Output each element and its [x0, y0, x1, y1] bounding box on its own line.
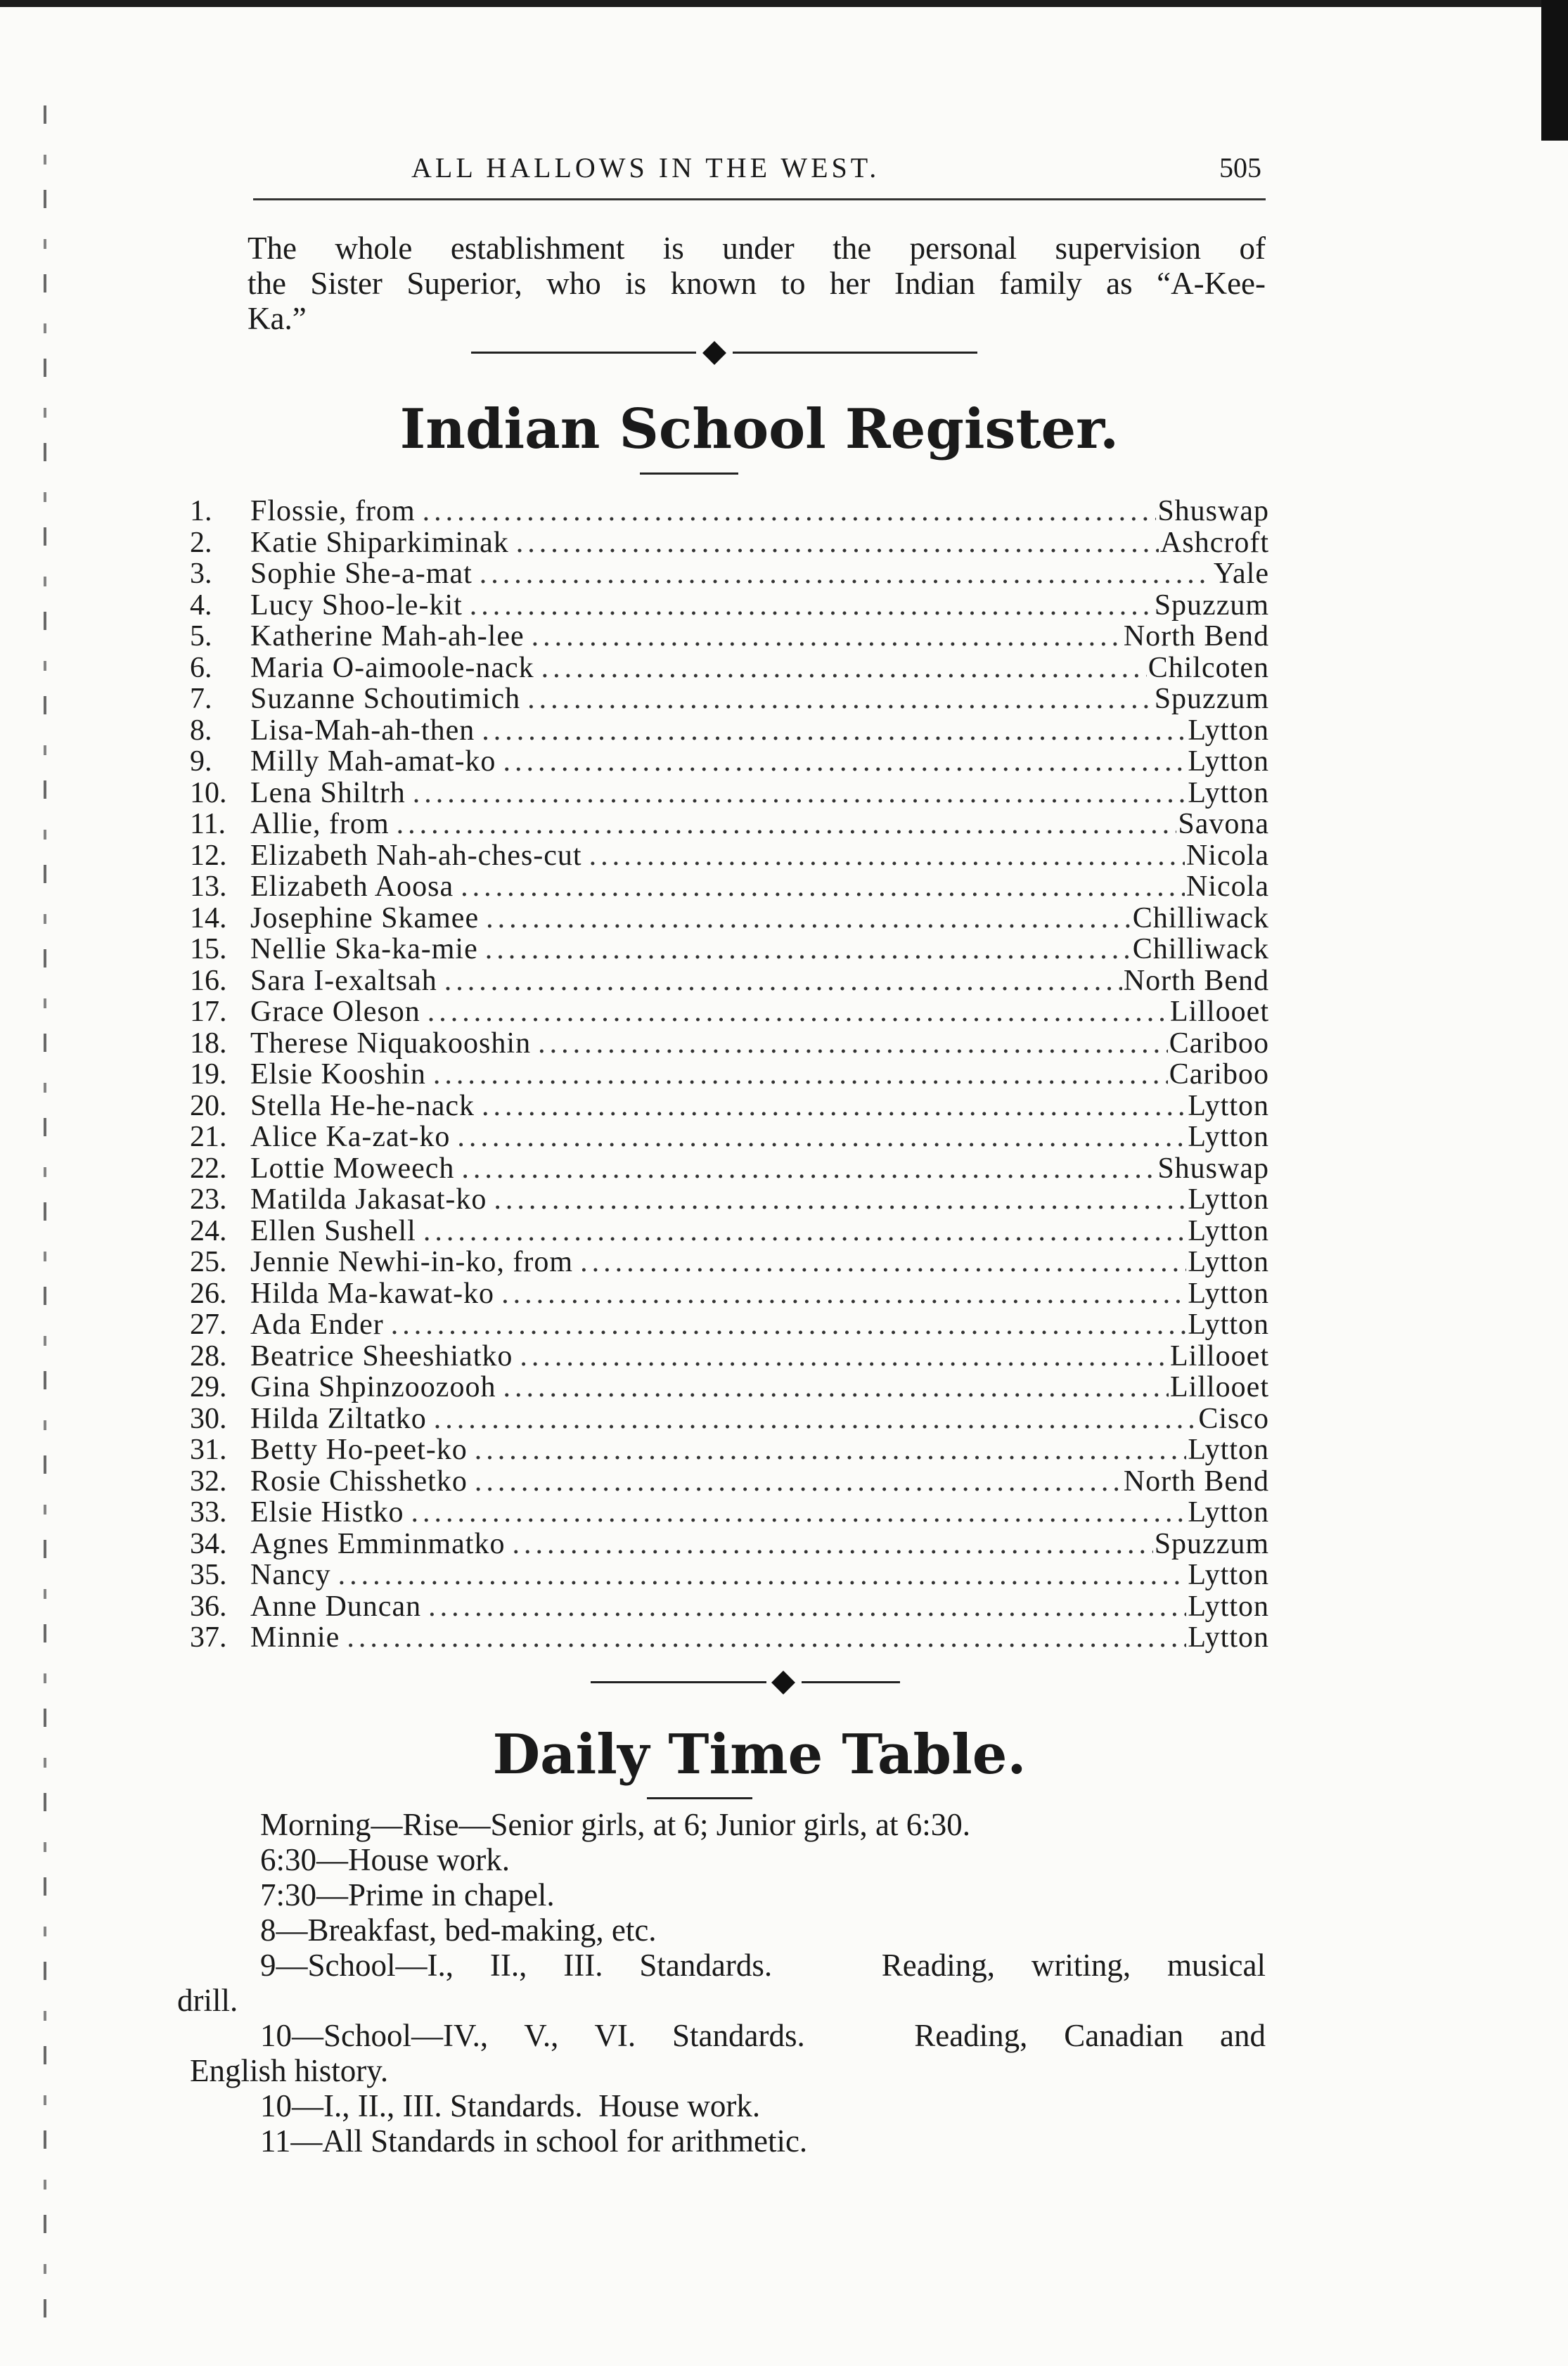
register-name: Nellie Ska-ka-mie [250, 933, 478, 965]
dot-leader [538, 1028, 1168, 1059]
register-entry [250, 1309, 1269, 1340]
register-place: Lillooet [1170, 1371, 1269, 1403]
register-number: 24. [190, 1214, 227, 1247]
register-place: Chilliwack [1132, 901, 1269, 934]
dot-leader [397, 809, 1177, 840]
register-name: Flossie, from [250, 495, 416, 527]
register-row [190, 1278, 1269, 1310]
register-number: 21. [190, 1121, 227, 1153]
dot-leader [485, 934, 1131, 965]
dot-leader [457, 1121, 1186, 1152]
running-head-title: ALL HALLOWS IN THE WEST. [411, 152, 880, 184]
register-row [190, 1247, 1269, 1278]
register-row [190, 558, 1269, 590]
register-entry [250, 590, 1269, 621]
dot-leader [461, 871, 1185, 902]
dot-leader [503, 746, 1186, 777]
register-row [190, 840, 1269, 872]
dot-leader [494, 1184, 1186, 1215]
register-name: Lena Shiltrh [250, 776, 406, 809]
register-row [190, 1466, 1269, 1498]
dot-leader [475, 1466, 1122, 1497]
register-number: 27. [190, 1309, 227, 1341]
register-number: 26. [190, 1277, 227, 1310]
dot-leader [480, 558, 1212, 589]
register-place: Chilcoten [1148, 651, 1269, 684]
register-place: Lytton [1188, 1496, 1269, 1529]
timetable-body [177, 1807, 1266, 2159]
register-row [190, 1059, 1269, 1091]
register-name: Lottie Moweech [250, 1152, 455, 1185]
register-number: 22. [190, 1152, 227, 1185]
register-place: Lytton [1188, 776, 1269, 809]
register-number: 7. [190, 683, 212, 715]
register-row [190, 1372, 1269, 1403]
scan-right-edge [1541, 0, 1568, 141]
timetable-line: 11—All Standards in school for arithmetic. [260, 2123, 808, 2159]
dot-leader [501, 1278, 1186, 1309]
dot-leader [532, 621, 1122, 652]
register-name: Katie Shiparkiminak [250, 526, 509, 559]
register-row [190, 1216, 1269, 1247]
register-heading: Indian School Register. [399, 397, 1119, 461]
timetable-line: 9—School—I., II., III. Standards. Reading, writing, musical [260, 1948, 1266, 1983]
register-place: Cariboo [1169, 1027, 1269, 1060]
register-name: Ada Ender [250, 1309, 384, 1341]
register-row [190, 621, 1269, 652]
register-number: 10. [190, 776, 227, 809]
dot-leader [512, 1529, 1152, 1560]
dot-leader [475, 1434, 1187, 1465]
register-number: 9. [190, 745, 212, 778]
register-entry [250, 840, 1269, 871]
register-place: Lytton [1188, 1621, 1269, 1654]
register-place: Yale [1213, 558, 1269, 590]
diamond-icon [771, 1671, 795, 1695]
dot-leader [589, 840, 1185, 871]
timetable-line: 6:30—House work. [260, 1842, 510, 1877]
register-entry [250, 1059, 1269, 1090]
register-name: Elsie Kooshin [250, 1058, 426, 1091]
register-row [190, 1622, 1269, 1654]
register-place: Lytton [1188, 745, 1269, 778]
register-row [190, 1434, 1269, 1466]
dot-leader [482, 715, 1186, 746]
register-place: Shuswap [1157, 495, 1269, 527]
register-number: 4. [190, 589, 212, 622]
register-row [190, 1121, 1269, 1153]
register-entry [250, 1434, 1269, 1465]
intro-line-3: Ka.” [248, 301, 307, 336]
register-name: Beatrice Sheeshiatko [250, 1339, 513, 1372]
register-place: North Bend [1123, 1465, 1269, 1498]
register-entry [250, 809, 1269, 840]
register-list [190, 496, 1269, 1654]
register-name: Rosie Chisshetko [250, 1465, 468, 1498]
register-entry [250, 746, 1269, 777]
register-place: Cariboo [1169, 1058, 1269, 1091]
dot-leader [423, 496, 1157, 527]
register-row [190, 903, 1269, 934]
dot-leader [338, 1560, 1187, 1590]
register-name: Matilda Jakasat-ko [250, 1183, 487, 1216]
register-name: Sophie She-a-mat [250, 558, 473, 590]
register-place: Spuzzum [1154, 589, 1269, 622]
register-number: 13. [190, 870, 227, 903]
register-number: 37. [190, 1621, 227, 1654]
register-place: North Bend [1123, 620, 1269, 652]
register-number: 28. [190, 1339, 227, 1372]
register-entry [250, 621, 1269, 652]
register-entry [250, 1466, 1269, 1497]
register-row [190, 496, 1269, 527]
register-name: Lisa-Mah-ah-then [250, 714, 475, 747]
register-number: 30. [190, 1402, 227, 1435]
register-entry [250, 903, 1269, 934]
register-number: 3. [190, 558, 212, 590]
register-row [190, 1153, 1269, 1185]
register-row [190, 746, 1269, 778]
register-name: Ellen Sushell [250, 1214, 416, 1247]
register-number: 2. [190, 526, 212, 559]
register-entry [250, 496, 1269, 527]
register-number: 11. [190, 808, 226, 840]
dot-leader [527, 683, 1153, 714]
register-number: 1. [190, 495, 212, 527]
register-name: Allie, from [250, 808, 390, 840]
register-place: Lytton [1188, 1089, 1269, 1122]
ornament-divider-1 [471, 345, 977, 361]
register-entry [250, 1028, 1269, 1059]
register-number: 23. [190, 1183, 227, 1216]
dot-leader [503, 1372, 1169, 1403]
register-row [190, 1028, 1269, 1060]
register-name: Milly Mah-amat-ko [250, 745, 496, 778]
timetable-heading: Daily Time Table. [492, 1723, 1027, 1787]
register-name: Nancy [250, 1559, 331, 1591]
register-place: Ashcroft [1160, 526, 1269, 559]
register-row [190, 1309, 1269, 1341]
register-place: Lytton [1188, 1277, 1269, 1310]
register-place: Savona [1178, 808, 1269, 840]
register-number: 33. [190, 1496, 227, 1529]
dot-leader [580, 1247, 1186, 1278]
register-row [190, 715, 1269, 747]
register-number: 12. [190, 839, 227, 872]
register-name: Stella He-he-nack [250, 1089, 475, 1122]
register-number: 19. [190, 1058, 227, 1091]
header-rule [253, 198, 1266, 200]
dot-leader [428, 996, 1169, 1027]
dot-leader [486, 903, 1131, 934]
register-place: Lytton [1188, 1214, 1269, 1247]
register-place: Spuzzum [1154, 1527, 1269, 1560]
timetable-line: English history. [190, 2053, 389, 2088]
register-entry [250, 1216, 1269, 1247]
dot-leader [482, 1091, 1186, 1121]
register-entry [250, 1341, 1269, 1372]
register-number: 36. [190, 1590, 227, 1623]
dot-leader [391, 1309, 1187, 1340]
dot-leader [413, 778, 1187, 809]
register-entry [250, 1153, 1269, 1184]
register-entry [250, 1278, 1269, 1309]
register-number: 35. [190, 1559, 227, 1591]
register-entry [250, 1091, 1269, 1121]
register-place: Lytton [1188, 1183, 1269, 1216]
dot-leader [461, 1153, 1156, 1184]
intro-line-2: the Sister Superior, who is known to her Indian family as “A-Kee- [248, 266, 1266, 301]
register-row [190, 871, 1269, 903]
register-number: 18. [190, 1027, 227, 1060]
register-number: 5. [190, 620, 212, 652]
register-name: Hilda Ma-kawat-ko [250, 1277, 495, 1310]
register-row [190, 1560, 1269, 1591]
register-row [190, 527, 1269, 559]
intro-line-1: The whole establishment is under the personal supervision of [248, 231, 1266, 266]
register-place: Chilliwack [1132, 933, 1269, 965]
dot-leader [444, 965, 1122, 996]
register-name: Elizabeth Nah-ah-ches-cut [250, 839, 582, 872]
register-entry [250, 934, 1269, 965]
register-name: Jennie Newhi-in-ko, from [250, 1246, 574, 1278]
diamond-icon [702, 341, 726, 365]
dot-leader [411, 1497, 1187, 1528]
timetable-line: 7:30—Prime in chapel. [260, 1877, 555, 1912]
register-row [190, 809, 1269, 840]
page-number: 505 [1219, 152, 1261, 184]
register-place: Lytton [1188, 714, 1269, 747]
register-place: Lytton [1188, 1590, 1269, 1623]
register-row [190, 778, 1269, 809]
register-entry [250, 1247, 1269, 1278]
register-number: 16. [190, 964, 227, 997]
register-place: Nicola [1186, 839, 1269, 872]
register-entry [250, 715, 1269, 746]
register-place: Lytton [1188, 1434, 1269, 1466]
register-number: 8. [190, 714, 212, 747]
dot-leader [470, 590, 1153, 621]
dot-leader [541, 652, 1147, 683]
dot-leader [433, 1059, 1168, 1090]
register-name: Katherine Mah-ah-lee [250, 620, 525, 652]
register-row [190, 1497, 1269, 1529]
register-row [190, 1184, 1269, 1216]
register-place: Lytton [1188, 1121, 1269, 1153]
register-place: Lillooet [1170, 996, 1269, 1028]
register-entry [250, 683, 1269, 714]
scan-left-edge [44, 105, 46, 2320]
register-row [190, 683, 1269, 715]
register-place: North Bend [1123, 964, 1269, 997]
register-entry [250, 1591, 1269, 1622]
register-row [190, 1341, 1269, 1372]
timetable-line: drill. [177, 1983, 238, 2018]
timetable-heading-rule [647, 1797, 752, 1799]
register-entry [250, 558, 1269, 589]
register-name: Maria O-aimoole-nack [250, 651, 534, 684]
timetable-line: 8—Breakfast, bed-making, etc. [260, 1912, 657, 1948]
register-row [190, 652, 1269, 684]
register-entry [250, 527, 1269, 558]
register-number: 14. [190, 901, 227, 934]
register-entry [250, 652, 1269, 683]
register-row [190, 1403, 1269, 1435]
register-number: 31. [190, 1434, 227, 1466]
register-row [190, 965, 1269, 997]
register-name: Hilda Ziltatko [250, 1402, 427, 1435]
scan-top-border [0, 0, 1568, 7]
timetable-line: Morning—Rise—Senior girls, at 6; Junior girls, at 6:30. [260, 1807, 970, 1842]
register-name: Anne Duncan [250, 1590, 422, 1623]
register-entry [250, 1184, 1269, 1215]
register-name: Minnie [250, 1621, 340, 1654]
register-number: 6. [190, 651, 212, 684]
register-name: Betty Ho-peet-ko [250, 1434, 468, 1466]
register-row [190, 996, 1269, 1028]
timetable-line: 10—School—IV., V., VI. Standards. Reading, Canadian and [260, 2018, 1266, 2053]
register-name: Suzanne Schoutimich [250, 683, 521, 715]
register-place: Shuswap [1157, 1152, 1269, 1185]
dot-leader [423, 1216, 1186, 1247]
register-entry [250, 1372, 1269, 1403]
running-head [253, 151, 1266, 193]
register-place: Cisco [1198, 1402, 1269, 1435]
register-name: Gina Shpinzoozooh [250, 1371, 496, 1403]
register-number: 34. [190, 1527, 227, 1560]
register-row [190, 1529, 1269, 1560]
register-entry [250, 1560, 1269, 1590]
register-number: 32. [190, 1465, 227, 1498]
register-row [190, 934, 1269, 965]
dot-leader [347, 1622, 1186, 1653]
register-place: Lillooet [1170, 1339, 1269, 1372]
register-entry [250, 965, 1269, 996]
dot-leader [516, 527, 1159, 558]
register-entry [250, 1497, 1269, 1528]
register-entry [250, 1121, 1269, 1152]
register-number: 29. [190, 1371, 227, 1403]
ornament-divider-2 [591, 1674, 1005, 1691]
register-number: 17. [190, 996, 227, 1028]
register-row [190, 590, 1269, 622]
register-entry [250, 1529, 1269, 1560]
register-name: Agnes Emminmatko [250, 1527, 506, 1560]
register-row [190, 1091, 1269, 1122]
register-entry [250, 1622, 1269, 1653]
timetable-line: 10—I., II., III. Standards. House work. [260, 2088, 761, 2123]
register-number: 15. [190, 933, 227, 965]
register-entry [250, 1403, 1269, 1434]
register-name: Grace Oleson [250, 996, 420, 1028]
register-heading-rule [640, 472, 738, 475]
register-name: Lucy Shoo-le-kit [250, 589, 463, 622]
register-name: Alice Ka-zat-ko [250, 1121, 451, 1153]
register-name: Josephine Skamee [250, 901, 480, 934]
register-row [190, 1591, 1269, 1623]
register-number: 25. [190, 1246, 227, 1278]
register-entry [250, 996, 1269, 1027]
register-place: Lytton [1188, 1309, 1269, 1341]
intro-paragraph [248, 231, 1266, 336]
register-place: Spuzzum [1154, 683, 1269, 715]
register-place: Lytton [1188, 1559, 1269, 1591]
register-name: Elizabeth Aoosa [250, 870, 454, 903]
register-place: Nicola [1186, 870, 1269, 903]
register-number: 20. [190, 1089, 227, 1122]
register-place: Lytton [1188, 1246, 1269, 1278]
register-name: Sara I-exaltsah [250, 964, 437, 997]
dot-leader [434, 1403, 1197, 1434]
dot-leader [428, 1591, 1186, 1622]
dot-leader [520, 1341, 1169, 1372]
register-entry [250, 778, 1269, 809]
register-name: Therese Niquakooshin [250, 1027, 532, 1060]
register-entry [250, 871, 1269, 902]
register-name: Elsie Histko [250, 1496, 404, 1529]
